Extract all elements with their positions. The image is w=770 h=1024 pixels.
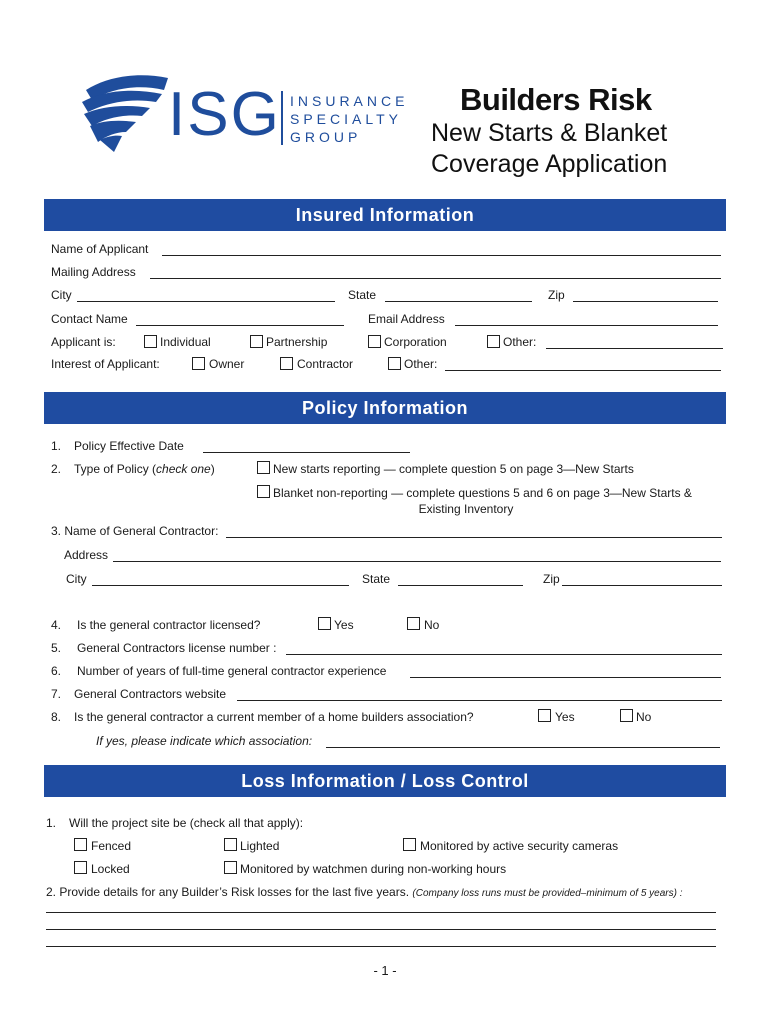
type-of-policy-close: ): [210, 462, 215, 476]
loss-details-line[interactable]: [46, 917, 716, 930]
logo-line: INSURANCE: [290, 93, 409, 109]
gc-address-field[interactable]: [113, 549, 721, 562]
isg-swoosh-icon: [78, 72, 170, 156]
page-subtitle: [431, 118, 667, 180]
cameras-label: Monitored by active security cameras: [420, 839, 619, 853]
name-field[interactable]: [162, 243, 721, 256]
name-label: Name of Applicant: [51, 242, 149, 256]
association-yes-label: Yes: [555, 710, 575, 724]
years-experience-label: Number of years of full-time general contractor experience: [77, 664, 387, 678]
q1-number: 1.: [51, 439, 62, 453]
gc-address-label: Address: [64, 548, 109, 562]
interest-other-field[interactable]: [445, 358, 721, 371]
q5-number: 5.: [51, 641, 62, 655]
applicant-other-field[interactable]: [546, 336, 723, 349]
blanket-label: Blanket non-reporting — complete questions 5 and 6 on page 3—New Starts &: [273, 486, 692, 500]
applicant-other-checkbox[interactable]: [487, 335, 500, 348]
individual-label: Individual: [160, 335, 211, 349]
owner-label: Owner: [209, 357, 245, 371]
page-title: Builders Risk: [460, 82, 652, 117]
corporation-label: Corporation: [384, 335, 447, 349]
association-yes-checkbox[interactable]: [538, 709, 551, 722]
email-label: Email Address: [368, 312, 445, 326]
licensed-yes-label: Yes: [334, 618, 354, 632]
logo-divider: [281, 91, 283, 145]
general-contractor-field[interactable]: [226, 525, 722, 538]
interest-label: Interest of Applicant:: [51, 357, 160, 371]
owner-checkbox[interactable]: [192, 357, 205, 370]
association-name-field[interactable]: [326, 735, 720, 748]
association-no-label: No: [636, 710, 652, 724]
q7-number: 7.: [51, 687, 62, 701]
zip-label: Zip: [548, 288, 565, 302]
logo-wordmark: ISG: [168, 80, 281, 149]
partnership-label: Partnership: [266, 335, 328, 349]
association-no-checkbox[interactable]: [620, 709, 633, 722]
losses-question: 2. Provide details for any Builder’s Risk losses for the last five years.: [46, 885, 410, 899]
corporation-checkbox[interactable]: [368, 335, 381, 348]
subtitle-line: New Starts & Blanket: [431, 119, 668, 147]
loss-details-line[interactable]: [46, 900, 716, 913]
gc-licensed-label: Is the general contractor licensed?: [77, 618, 261, 632]
check-one-note: check one: [156, 462, 211, 476]
blanket-label-cont: Existing Inventory: [418, 502, 514, 516]
state-field[interactable]: [385, 289, 532, 302]
mailing-field[interactable]: [150, 266, 721, 279]
loss-runs-note: (Company loss runs must be provided–minimum of 5 years) :: [412, 888, 683, 899]
loss-q1-number: 1.: [46, 816, 57, 830]
gc-zip-label: Zip: [543, 572, 560, 586]
q2-number: 2.: [51, 462, 62, 476]
new-starts-label: New starts reporting — complete question 5 on page 3—New Starts: [273, 462, 634, 476]
years-experience-field[interactable]: [410, 665, 721, 678]
watchmen-label: Monitored by watchmen during non-working hours: [240, 862, 507, 876]
association-member-label: Is the general contractor a current member of a home builders association?: [74, 710, 474, 724]
new-starts-checkbox[interactable]: [257, 461, 270, 474]
gc-zip-field[interactable]: [562, 573, 722, 586]
type-of-policy-text: Type of Policy (: [74, 462, 157, 476]
applicant-is-label: Applicant is:: [51, 335, 116, 349]
gc-website-label: General Contractors website: [74, 687, 227, 701]
section-header-loss: Loss Information / Loss Control: [44, 765, 726, 797]
licensed-no-checkbox[interactable]: [407, 617, 420, 630]
project-site-label: Will the project site be (check all that apply):: [69, 816, 304, 830]
gc-city-field[interactable]: [92, 573, 349, 586]
city-field[interactable]: [77, 289, 335, 302]
gc-city-label: City: [66, 572, 87, 586]
lighted-checkbox[interactable]: [224, 838, 237, 851]
q4-number: 4.: [51, 618, 62, 632]
loss-details-line[interactable]: [46, 934, 716, 947]
type-of-policy-label: [74, 462, 215, 476]
general-contractor-label: 3. Name of General Contractor:: [51, 524, 219, 538]
licensed-no-label: No: [424, 618, 440, 632]
watchmen-checkbox[interactable]: [224, 861, 237, 874]
logo-subtitle: [290, 92, 408, 146]
page-number: - 1 -: [373, 963, 397, 978]
policy-effective-date-field[interactable]: [203, 440, 410, 453]
individual-checkbox[interactable]: [144, 335, 157, 348]
contractor-checkbox[interactable]: [280, 357, 293, 370]
contact-field[interactable]: [136, 313, 344, 326]
email-field[interactable]: [455, 313, 718, 326]
section-header-insured: Insured Information: [44, 199, 726, 231]
association-name-label: If yes, please indicate which association:: [96, 734, 313, 748]
interest-other-label: Other:: [404, 357, 438, 371]
contact-label: Contact Name: [51, 312, 128, 326]
license-number-field[interactable]: [286, 642, 722, 655]
licensed-yes-checkbox[interactable]: [318, 617, 331, 630]
losses-label: [46, 885, 683, 901]
logo-line: SPECIALTY: [290, 111, 402, 127]
section-header-policy: Policy Information: [44, 392, 726, 424]
license-number-label: General Contractors license number :: [77, 641, 277, 655]
zip-field[interactable]: [573, 289, 718, 302]
locked-checkbox[interactable]: [74, 861, 87, 874]
subtitle-line: Coverage Application: [431, 150, 668, 178]
state-label: State: [348, 288, 377, 302]
gc-state-label: State: [362, 572, 391, 586]
city-label: City: [51, 288, 72, 302]
policy-effective-date-label: Policy Effective Date: [74, 439, 184, 453]
contractor-label: Contractor: [297, 357, 354, 371]
fenced-label: Fenced: [91, 839, 132, 853]
cameras-checkbox[interactable]: [403, 838, 416, 851]
interest-other-checkbox[interactable]: [388, 357, 401, 370]
mailing-label: Mailing Address: [51, 265, 136, 279]
gc-state-field[interactable]: [398, 573, 523, 586]
lighted-label: Lighted: [240, 839, 280, 853]
q8-number: 8.: [51, 710, 62, 724]
q6-number: 6.: [51, 664, 62, 678]
locked-label: Locked: [91, 862, 130, 876]
gc-website-field[interactable]: [237, 688, 722, 701]
logo-line: GROUP: [290, 129, 362, 145]
partnership-checkbox[interactable]: [250, 335, 263, 348]
blanket-checkbox[interactable]: [257, 485, 270, 498]
applicant-other-label: Other:: [503, 335, 537, 349]
fenced-checkbox[interactable]: [74, 838, 87, 851]
